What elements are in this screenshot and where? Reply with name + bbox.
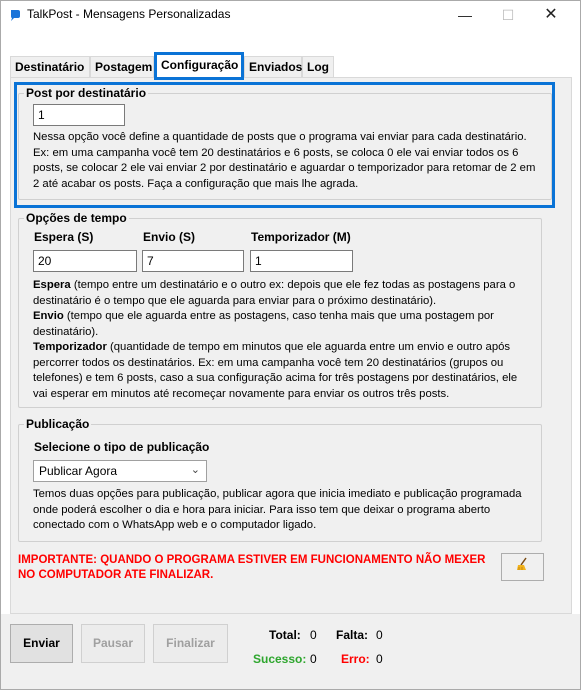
enviar-button[interactable]: Enviar	[10, 624, 73, 663]
sucesso-label: Sucesso:	[253, 652, 307, 666]
tab-log[interactable]: Log	[302, 56, 334, 77]
erro-value: 0	[376, 652, 383, 666]
sucesso-value: 0	[310, 652, 317, 666]
envio-term: Envio	[33, 310, 64, 322]
finalizar-button[interactable]: Finalizar	[153, 624, 228, 663]
talkpost-logo-icon	[9, 8, 21, 22]
temporizador-input[interactable]: 1	[250, 250, 353, 272]
erro-label: Erro:	[341, 652, 370, 666]
tab-enviados[interactable]: Enviados	[244, 56, 302, 77]
envio-input[interactable]: 7	[142, 250, 244, 272]
title-bar	[0, 0, 581, 30]
tipo-publicacao-selected: Publicar Agora	[39, 464, 118, 478]
post-por-destinatario-input[interactable]: 1	[33, 104, 125, 126]
envio-label: Envio (S)	[143, 230, 196, 244]
tab-destinatario[interactable]: Destinatário	[10, 56, 90, 77]
warning-message: IMPORTANTE: QUANDO O PROGRAMA ESTIVER EM FUNCIONAMENTO NÃO MEXER NO COMPUTADOR ATE FINALIZAR.	[18, 554, 486, 581]
temporizador-desc-text: (quantidade de tempo em minutos que ele aguarda entre um envio e outro após percorrer todos os destinatários. Ex: em uma campanha você tem 20 destinatários (grupos ou telefones) e tem 6 posts, caso a sua configuração acima for três postagens por destinatários, ele vai esperar em minutos até recomeçar novamente para enviar os outros três posts.	[33, 341, 518, 400]
temporizador-term: Temporizador	[33, 341, 107, 353]
temporizador-description	[33, 340, 533, 402]
espera-description	[33, 278, 533, 309]
opcoes-tempo-title: Opções de tempo	[26, 211, 127, 225]
espera-term: Espera	[33, 279, 71, 291]
envio-desc-text: (tempo que ele aguarda entre as postagens, caso tenha mais que uma postagem por destinatário).	[33, 310, 494, 338]
close-button[interactable]: ✕	[544, 6, 558, 23]
espera-desc-text: (tempo entre um destinatário e o outro ex: depois que ele fez todas as postagens para o destinatário é o tempo que ele aguarda para enviar para o próximo destinatário).	[33, 279, 516, 307]
pausar-button[interactable]: Pausar	[81, 624, 145, 663]
tab-postagem[interactable]: Postagem	[90, 56, 154, 77]
total-value: 0	[310, 628, 317, 642]
total-label: Total:	[269, 628, 301, 642]
broom-icon	[515, 559, 531, 575]
minimize-button[interactable]: —	[458, 7, 472, 23]
post-por-destinatario-title: Post por destinatário	[26, 86, 147, 100]
temporizador-label: Temporizador (M)	[251, 230, 351, 244]
falta-value: 0	[376, 628, 383, 642]
tipo-publicacao-select[interactable]	[33, 460, 207, 482]
publicacao-title: Publicação	[26, 417, 90, 431]
chevron-down-icon: ⌄	[190, 464, 200, 476]
espera-input[interactable]: 20	[33, 250, 137, 272]
falta-label: Falta:	[336, 628, 369, 642]
envio-description	[33, 309, 533, 340]
maximize-button[interactable]: ☐	[501, 7, 515, 23]
post-por-destinatario-description: Nessa opção você define a quantidade de posts que o programa vai enviar para cada destinatário. Ex: em uma campanha você tem 20 destinatários e 6 posts, se coloca 0 ele vai enviar todos os 6 posts, se colocar 2 ele vai enviar 2 por destinatário e aguardar o temporizador para retomar de 2 em 2 até acabar os posts. Faça a configuração que mais lhe agrada.	[33, 131, 536, 190]
window-title: TalkPost - Mensagens Personalizadas	[27, 7, 231, 21]
espera-label: Espera (S)	[34, 230, 94, 244]
publicacao-description: Temos duas opções para publicação, publicar agora que inicia imediato e publicação programada onde poderá escolher o dia e hora para iniciar. Para isso tem que deixar o programa aberto conectado com o WhatsApp web e o computador ligado.	[33, 488, 522, 531]
tipo-publicacao-label: Selecione o tipo de publicação	[34, 440, 210, 454]
tab-configuracao[interactable]: Configuração	[156, 54, 242, 78]
clear-button[interactable]	[501, 553, 544, 581]
